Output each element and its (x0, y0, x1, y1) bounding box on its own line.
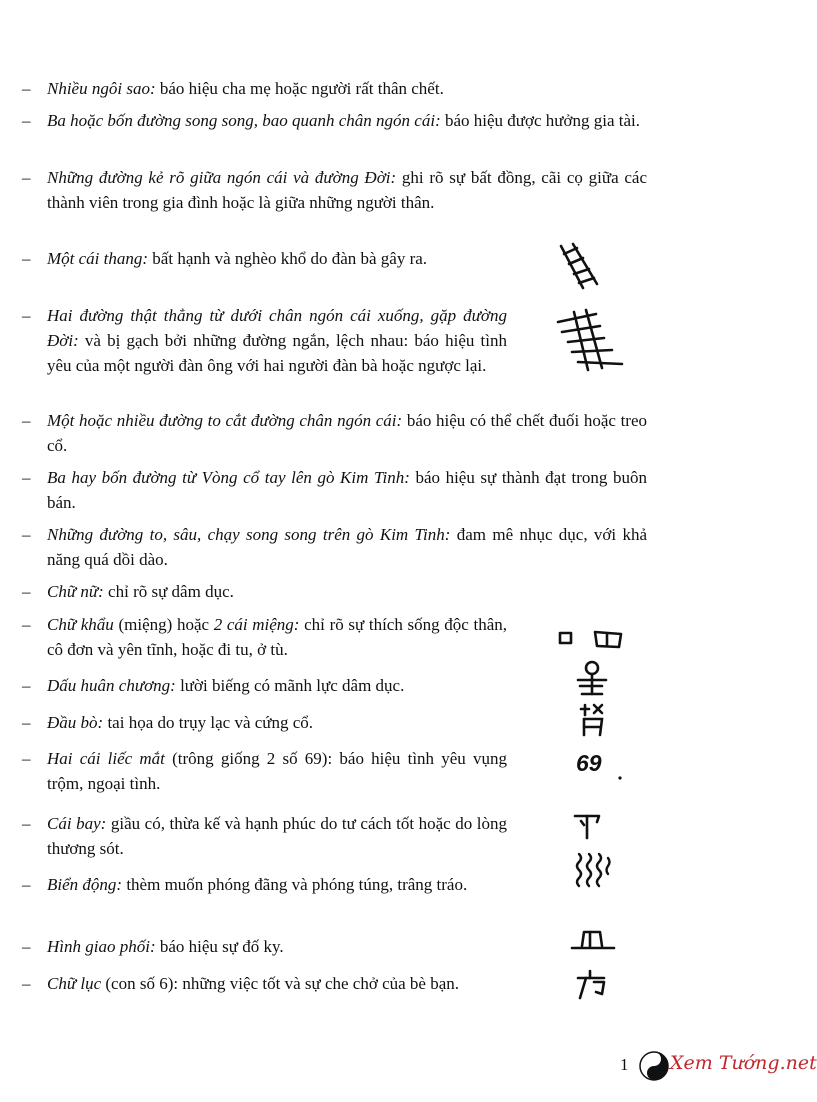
site-logo[interactable] (636, 1048, 817, 1088)
entry-term: Hai cái liếc mắt (47, 749, 165, 768)
entry-term: Những đường to, sâu, chạy song song trên gò Kim Tinh: (47, 525, 451, 544)
entry-description: chỉ rõ sự dâm dục. (108, 582, 234, 601)
bullet-dash: – (22, 411, 31, 430)
entry-term: Nhiều ngôi sao: (47, 79, 156, 98)
bullet-dash: – (22, 525, 31, 544)
entry-term: Những đường kẻ rõ giữa ngón cái và đường Đời: (47, 168, 397, 187)
trowel-symbol-icon (572, 810, 604, 840)
entry-term: 2 cái miệng: (213, 615, 300, 634)
bullet-dash: – (22, 249, 31, 268)
entry-term: Biển động: (47, 875, 123, 894)
entry-description: bất hạnh và nghèo khổ do đàn bà gây ra. (152, 249, 428, 268)
bullet-dash: – (22, 974, 31, 993)
bullet-dash: – (22, 111, 31, 130)
entry-description: tai họa do trụy lạc và cứng cổ. (107, 713, 314, 732)
entry-description: lười biếng có mãnh lực dâm dục. (180, 676, 405, 695)
bullet-dash: – (22, 306, 31, 325)
bullet-dash: – (22, 937, 31, 956)
bullet-dash: – (22, 468, 31, 487)
entry-description: và bị gạch bởi những đường ngắn, lệch nhau: báo hiệu tình yêu của một người đàn ông với hai người đàn bà hoặc ngược lại. (47, 331, 507, 375)
yin-yang-icon (638, 1050, 670, 1082)
bullet-dash: – (22, 168, 31, 187)
entry-term: Hình giao phối: (47, 937, 156, 956)
entry-term: Một hoặc nhiều đường to cắt đường chân ngón cái: (47, 411, 403, 430)
entry-description: báo hiệu sự thành đạt trong buôn bán. (47, 468, 647, 512)
entry-description: báo hiệu được hưởng gia tài. (444, 111, 641, 130)
entry-term: Hai đường thật thẳng từ dưới chân ngón cái xuống, gặp đường Đời: (47, 306, 507, 350)
medal-symbol-icon (574, 660, 610, 698)
entry-term: Chữ lục (47, 974, 102, 993)
page-number: 1 (620, 1055, 629, 1074)
bullet-dash: – (22, 814, 31, 833)
bullet-dash: – (22, 713, 31, 732)
entry-description: báo hiệu cha mẹ hoặc người rất thân chết. (159, 79, 444, 98)
bullet-dash: – (22, 615, 31, 634)
entry-description: giầu có, thừa kế và hạnh phúc do tư cách tốt hoặc do lòng thương sót. (47, 814, 507, 858)
bullet-dash: – (22, 582, 31, 601)
entry-term: Ba hay bốn đường từ Vòng cổ tay lên gò Kim Tinh: (47, 468, 410, 487)
entry-description: ghi rõ sự bất đồng, cãi cọ giữa các thành viên trong gia đình hoặc là giữa những người thân. (47, 168, 647, 212)
logo-text: Xem Tướng.net (670, 1052, 817, 1074)
bullet-dash: – (22, 749, 31, 768)
entry-term: Dấu huân chương: (47, 676, 176, 695)
entry-description: thèm muốn phóng đãng và phóng túng, trâng tráo. (126, 875, 468, 894)
entry-description: chỉ rõ sự thích sống độc thân, cô đơn và yên tĩnh, hoặc đi tu, ở tù. (47, 615, 508, 659)
entry-description: đam mê nhục dục, với khả năng quá dồi dào. (47, 525, 647, 569)
glance-69-symbol-icon (576, 744, 636, 784)
entry-description: báo hiệu có thể chết đuối hoặc treo cổ. (47, 411, 648, 455)
mating-symbol-icon (568, 926, 618, 956)
entry-term: Cái bay: (47, 814, 107, 833)
ox-head-symbol-icon (578, 703, 608, 739)
waves-symbol-icon (574, 850, 612, 888)
six-symbol-icon (574, 968, 610, 1004)
entry-term: Đầu bò: (47, 713, 104, 732)
entry-description: báo hiệu sự đố ky. (159, 937, 284, 956)
entry-term: Chữ nữ: (47, 582, 104, 601)
entry-term-note: (miệng) hoặc (118, 615, 210, 634)
entry-description: (trông giống 2 số 69): báo hiệu tình yêu vụng trộm, ngoại tình. (47, 749, 508, 793)
glance-69-label: 69 (576, 750, 602, 776)
entry-description: (con số 6): những việc tốt và sự che chở của bè bạn. (105, 974, 460, 993)
bullet-dash: – (22, 676, 31, 695)
bullet-dash: – (22, 79, 31, 98)
entry-term: Ba hoặc bốn đường song song, bao quanh chân ngón cái: (47, 111, 441, 130)
entry-term: Chữ khẩu (47, 615, 114, 634)
bullet-dash: – (22, 875, 31, 894)
ladder-symbol-icon (555, 242, 605, 292)
crossed-lines-symbol-icon (552, 308, 627, 378)
mouth-symbol-icon (557, 628, 629, 652)
entry-term: Một cái thang: (47, 249, 149, 268)
